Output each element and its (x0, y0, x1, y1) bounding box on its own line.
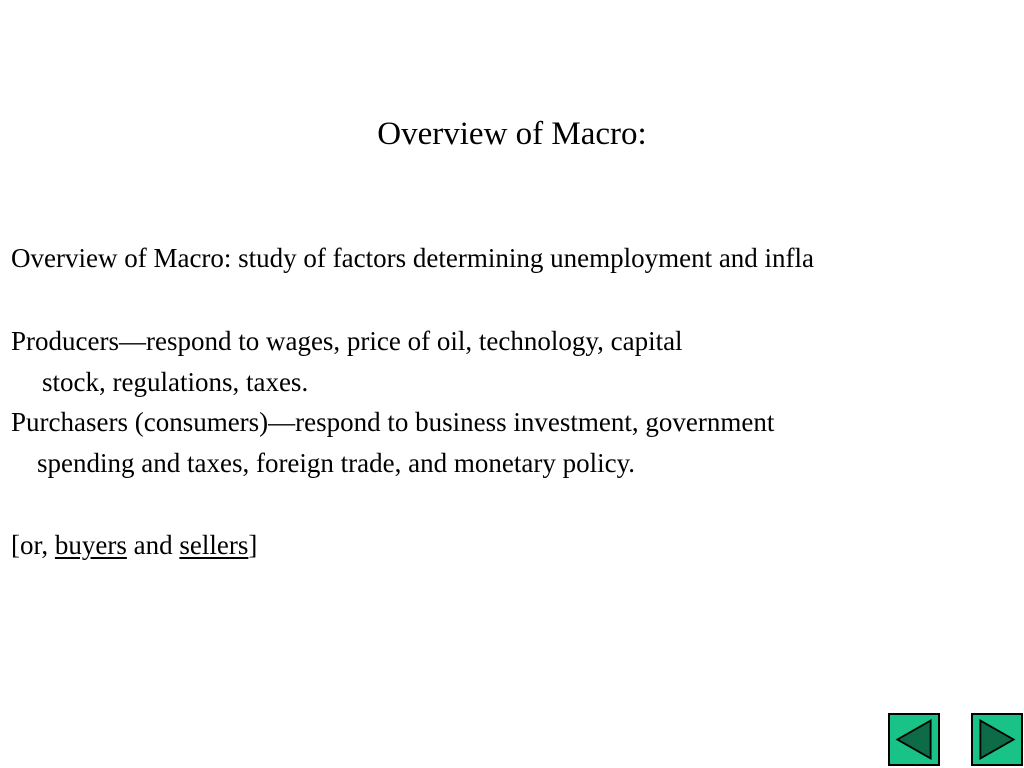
intro-text: Overview of Macro: study of factors determining unemployment and infla (11, 243, 815, 273)
purchasers-text: Purchasers (consumers)—respond to business investment, government (11, 407, 775, 437)
triangle-right-icon (973, 715, 1021, 764)
slide-title: Overview of Macro: (377, 116, 647, 152)
previous-slide-button[interactable] (888, 713, 940, 766)
closing-prefix: [or, (11, 530, 55, 560)
sellers-link[interactable]: sellers (179, 530, 249, 560)
buyers-link[interactable]: buyers (54, 530, 127, 560)
closing-middle: and (126, 530, 180, 560)
producers-text: Producers—respond to wages, price of oil, technology, capital (11, 326, 683, 356)
closing-line (11, 529, 257, 561)
closing-suffix: ] (248, 530, 258, 560)
purchasers-text-continued: spending and taxes, foreign trade, and monetary policy. (37, 448, 636, 478)
producers-text-continued: stock, regulations, taxes. (42, 367, 309, 397)
triangle-left-icon (890, 715, 938, 764)
next-slide-button[interactable] (971, 713, 1023, 766)
